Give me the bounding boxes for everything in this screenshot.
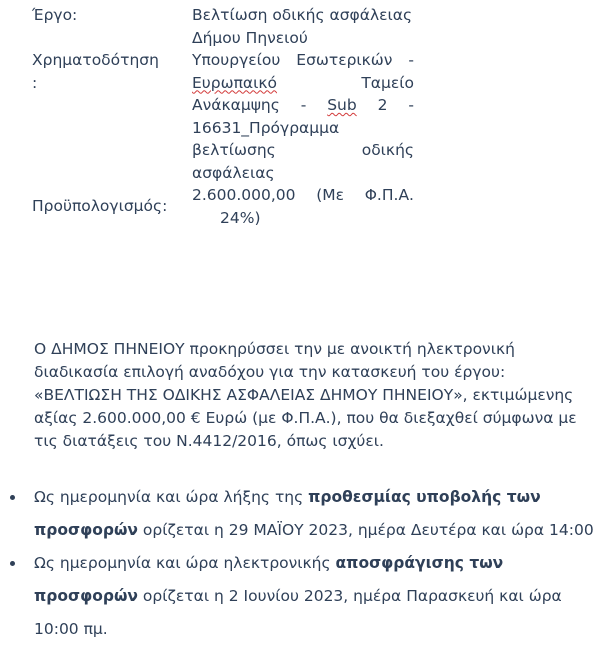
project-info-table [32, 4, 414, 229]
budget-row [32, 184, 414, 229]
funding-value: Υπουργείου Εσωτερικών - Ευρωπαικό Ταμείο Ανάκαμψης - Sub 2 - 16631_Πρόγραμμα βελτίωσης οδικής ασφάλειας [192, 51, 414, 182]
bullet-icon [10, 561, 15, 566]
intro-paragraph: Ο ΔΗΜΟΣ ΠΗΝΕΙΟΥ προκηρύσσει την με ανοικτή ηλεκτρονική διαδικασία επιλογή αναδόχου για την κατασκευή του έργου: «ΒΕΛΤΙΩΣΗ ΤΗΣ ΟΔΙΚΗΣ ΑΣΦΑΛΕΙΑΣ ΔΗΜΟΥ ΠΗΝΕΙΟΥ», εκτιμώμενης αξίας 2.600.000,00 € Ευρώ (με Φ.Π.Α.), που θα διεξαχθεί σύμφωνα με τις διατάξεις του Ν.4412/2016, όπως ισχύει. [34, 340, 577, 450]
project-label: Έργο: [32, 6, 78, 24]
budget-value: 2.600.000,00 (Με Φ.Π.Α. 24%) [192, 186, 414, 227]
budget-label: Προϋπολογισμός: [32, 197, 168, 216]
bullet-icon [10, 495, 15, 500]
project-row [32, 4, 414, 49]
deadline-submission: Ως ημερομηνία και ώρα λήξης της προθεσμίας υποβολής των προσφορών ορίζεται η 29 ΜΑΪΟΥ 2023, ημέρα Δευτέρα και ώρα 14:00 [0, 481, 603, 547]
deadline-opening: Ως ημερομηνία και ώρα ηλεκτρονικής αποσφράγισης των προσφορών ορίζεται η 2 Ιουνίου 2023, ημέρα Παρασκευή και ώρα 10:00 πμ. [0, 547, 603, 646]
spellcheck-word: Ευρωπαικό [192, 73, 277, 92]
funding-label: Χρηματοδότηση : [32, 51, 159, 92]
deadlines-list [0, 481, 603, 646]
project-value: Βελτίωση οδικής ασφάλειας Δήμου Πηνειού [192, 6, 413, 47]
spellcheck-word: Sub [327, 96, 357, 114]
funding-row [32, 49, 414, 184]
